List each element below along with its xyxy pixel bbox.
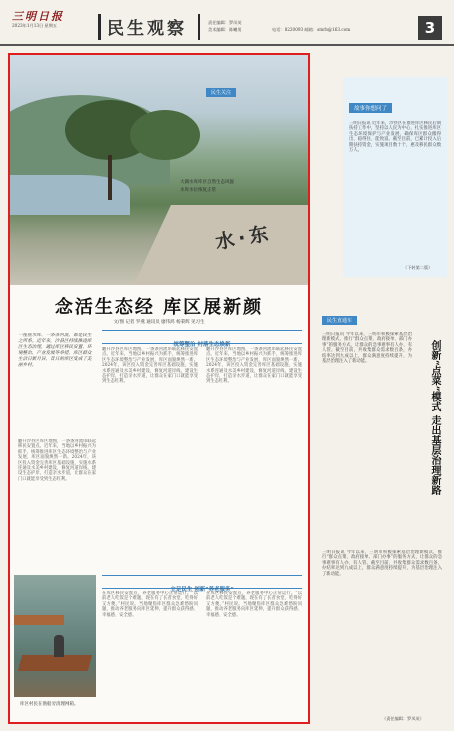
body-column-1a: 翻开沙县区库区地图，一条条河流串联起移民安置点。近年来，当地以乡村振兴为抓手，统筹推进库区生态环境整治与产业发展，库区面貌焕然一新。2024年，该区投入资金完善库区基础设施，实施水系连通及水美乡村建设，修复河道岸线，建设生态护岸，打造亲水步道，让群众在家门口就能享受到生态红利。 [102, 347, 198, 385]
main-article[interactable] [8, 53, 310, 724]
editor-line-1: 责任编辑：罗凤英 [208, 20, 242, 25]
stone-sign: 水·东 [213, 222, 274, 254]
sidebar-top [343, 77, 447, 277]
date-line: 2023年1月13日 星期五 [12, 23, 58, 28]
masthead [0, 0, 454, 48]
subhead-2-text: 立足民生 创新“养老服务” [170, 587, 234, 593]
editor-line-2: 美术编辑：陈曦男 [208, 27, 242, 32]
subhead-1 [102, 330, 302, 348]
sidebar-bottom-body-b: 三明日报讯 今年以来，三明市积极探索基层治理新模式，推行“群众点菜、政府接单、部门办事”的服务方式，让群众的急事难事有人办、有人管。截至目前，共收集群众需求数百条，办结率达到九成以上，群众满意度持续提升，为基层治理注入了新动能。 [322, 550, 442, 577]
subhead-2 [102, 575, 302, 593]
section-title: 民生观察 [107, 19, 187, 39]
photo-caption-2: 水库水位恢复正常 [180, 188, 216, 193]
lead-text: 一座座水库、一条条河流，都是民生之所系。近年来，沙县区持续推进库区生态治理，通过库区移民安置、环境整治、产业发展等举措，库区群众生活日新月异，昔日的库区变成了美丽乡村。 [18, 333, 92, 368]
boat-shape-2 [14, 615, 64, 625]
bottom-photo-caption: 库区村民在渔船旁清理网箱。 [20, 702, 79, 707]
body-column-1b: 翻开沙县区库区地图，一条条河流串联起移民安置点。近年来，当地以乡村振兴为抓手，统筹推进库区生态环境整治与产业发展，库区面貌焕然一新。2024年，该区投入资金完善库区基础设施，实施水系连通及水美乡村建设，修复河道岸线，建设生态护岸，打造亲水步道，让群众在家门口就能享受到生态红利。 [206, 347, 302, 385]
boat-photo [14, 575, 96, 697]
photo-tag: 民生关注 [206, 88, 236, 97]
sidebar-bottom-footer: （责任编辑：罗凤英） [382, 716, 424, 721]
photo-caption-1: 大湖水库库区自然生态风貌 [180, 180, 234, 185]
tree-trunk [108, 155, 112, 200]
tree-canopy-2 [130, 110, 200, 160]
body-column-2a: 在库区移民安置点，养老服务中心正常运行。“以前老人吃饭是个难题，现在有了长者食堂，吃得好又方便。”村民说。当地聚焦库区群众急难愁盼问题，推动养老服务向库区延伸，提升群众获得感、幸福感、安全感。 [102, 591, 198, 618]
masthead-rule [0, 44, 454, 46]
masthead-divider-right [198, 14, 200, 40]
body-column-2b: 在库区移民安置点，养老服务中心正常运行。“以前老人吃饭是个难题，现在有了长者食堂，吃得好又方便。”村民说。当地聚焦库区群众急难愁盼问题，推动养老服务向库区延伸，提升群众获得感、幸福感、安全感。 [206, 591, 302, 618]
body-column-left: 翻开沙县区库区地图，一条条河流串联起移民安置点。近年来，当地以乡村振兴为抓手，统筹推进库区生态环境整治与产业发展，库区面貌焕然一新。2024年，该区投入资金完善库区基础设施，实施水系连通及水美乡村建设，修复河道岸线，建设生态护岸，打造亲水步道，让群众在家门口就能享受到生态红利。 [18, 439, 96, 482]
contact-line: 电话：8220093 邮箱：smrb@163.com [272, 27, 351, 32]
fisherman-shape [54, 635, 64, 657]
paper-name: 三明日报 [12, 10, 64, 23]
masthead-divider-left [98, 14, 101, 40]
sidebar-bottom-body-a: 三明日报讯 今年以来，三明市积极探索基层治理新模式，推行“群众点菜、政府接单、部门办事”的服务方式，让群众的急事难事有人办、有人管。截至目前，共收集群众需求数百条，办结率达到九成以上，群众满意度持续提升，为基层治理注入了新动能。 [322, 332, 412, 365]
sidebar-top-tag: 故事你想问了 [349, 103, 392, 113]
sidebar-top-body: 三明日报讯 近年来，沙县区在推进库区移民后期扶持工作中，坚持以人民为中心，扎实推进库区生态环境保护与产业发展，确保库区群众搬得出、稳得住、能致富。截至目前，已累计投入后期扶持资金，实施项目数十个，惠及移民群众数万人。 [349, 121, 441, 154]
main-headline: 念活生态经 库区展新颜 [54, 297, 264, 318]
sidebar-top-continue: （下转第二版） [403, 265, 433, 270]
boat-shape [18, 655, 92, 671]
lake-shape [10, 175, 130, 215]
sidebar-bottom [320, 316, 448, 726]
subhead-1-text: 统筹整治 村落生态焕新 [173, 342, 231, 348]
reservoir-photo [10, 55, 308, 285]
page-number: 3 [418, 16, 442, 40]
sidebar-bottom-headline: 创新“点菜”模式 走出基层治理新路 [429, 340, 440, 495]
sidebar-bottom-tag: 民生直通车 [322, 316, 357, 325]
main-byline: 文/图 记者 罗燕 通讯员 廖伟鸿 杨秉辉 见习生 [113, 320, 205, 325]
